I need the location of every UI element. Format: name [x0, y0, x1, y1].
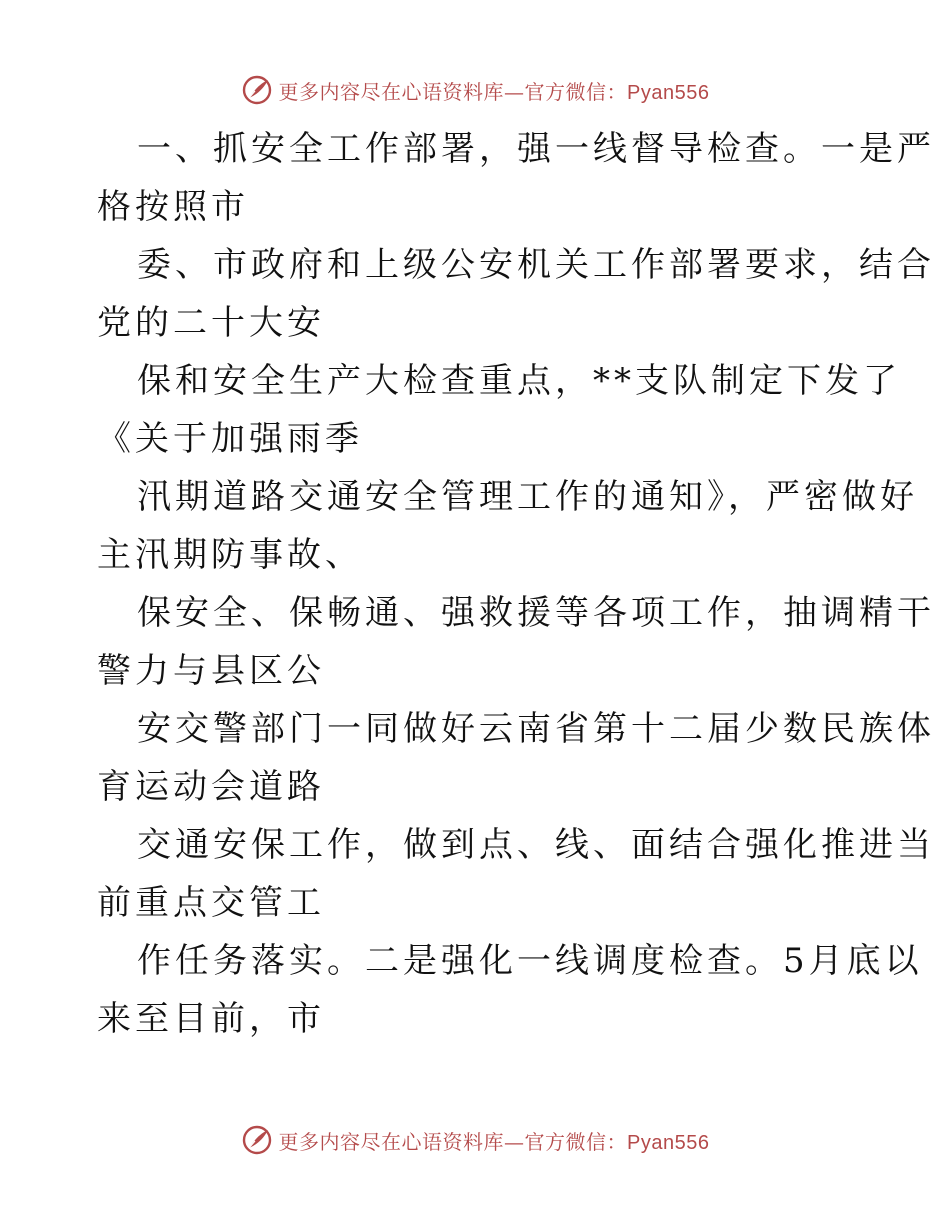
text-line: 警力与县区公 [97, 651, 325, 691]
document-body [97, 120, 935, 1048]
text-line: 前重点交管工 [97, 883, 325, 923]
header-watermark-text [279, 76, 710, 105]
text-line: 汛期道路交通安全管理工作的通知》，严密做好 [137, 477, 918, 517]
feather-quill-logo-icon [241, 74, 273, 106]
footer-watermark-banner [0, 1120, 950, 1160]
text-line: 《关于加强雨季 [97, 419, 363, 459]
footer-wechat-id: Pyan556 [627, 1131, 710, 1154]
text-line: 安交警部门一同做好云南省第十二届少数民族体 [137, 709, 935, 749]
text-line: 交通安保工作，做到点、线、面结合强化推进当 [137, 825, 935, 865]
footer-watermark-text [279, 1126, 710, 1155]
header-watermark-banner [0, 70, 950, 110]
text-line: 来至目前，市 [97, 999, 325, 1039]
text-line: 一、抓安全工作部署，强一线督导检查。一是严 [137, 129, 935, 169]
text-line: 育运动会道路 [97, 767, 325, 807]
header-wechat-id: Pyan556 [627, 81, 710, 104]
footer-watermark-label: 更多内容尽在心语资料库—官方微信： [278, 1129, 628, 1154]
text-line: 委、市政府和上级公安机关工作部署要求，结合 [137, 245, 935, 285]
text-line: 保和安全生产大检查重点，**支队制定下发了 [137, 361, 901, 401]
text-line: 格按照市 [97, 187, 249, 227]
text-line: 主汛期防事故、 [97, 535, 363, 575]
text-line: 党的二十大安 [97, 303, 325, 343]
header-watermark-label: 更多内容尽在心语资料库—官方微信： [278, 79, 628, 104]
text-line: 作任务落实。二是强化一线调度检查。5月底以 [137, 941, 923, 981]
feather-quill-logo-icon [241, 1124, 273, 1156]
text-line: 保安全、保畅通、强救援等各项工作，抽调精干 [137, 593, 935, 633]
